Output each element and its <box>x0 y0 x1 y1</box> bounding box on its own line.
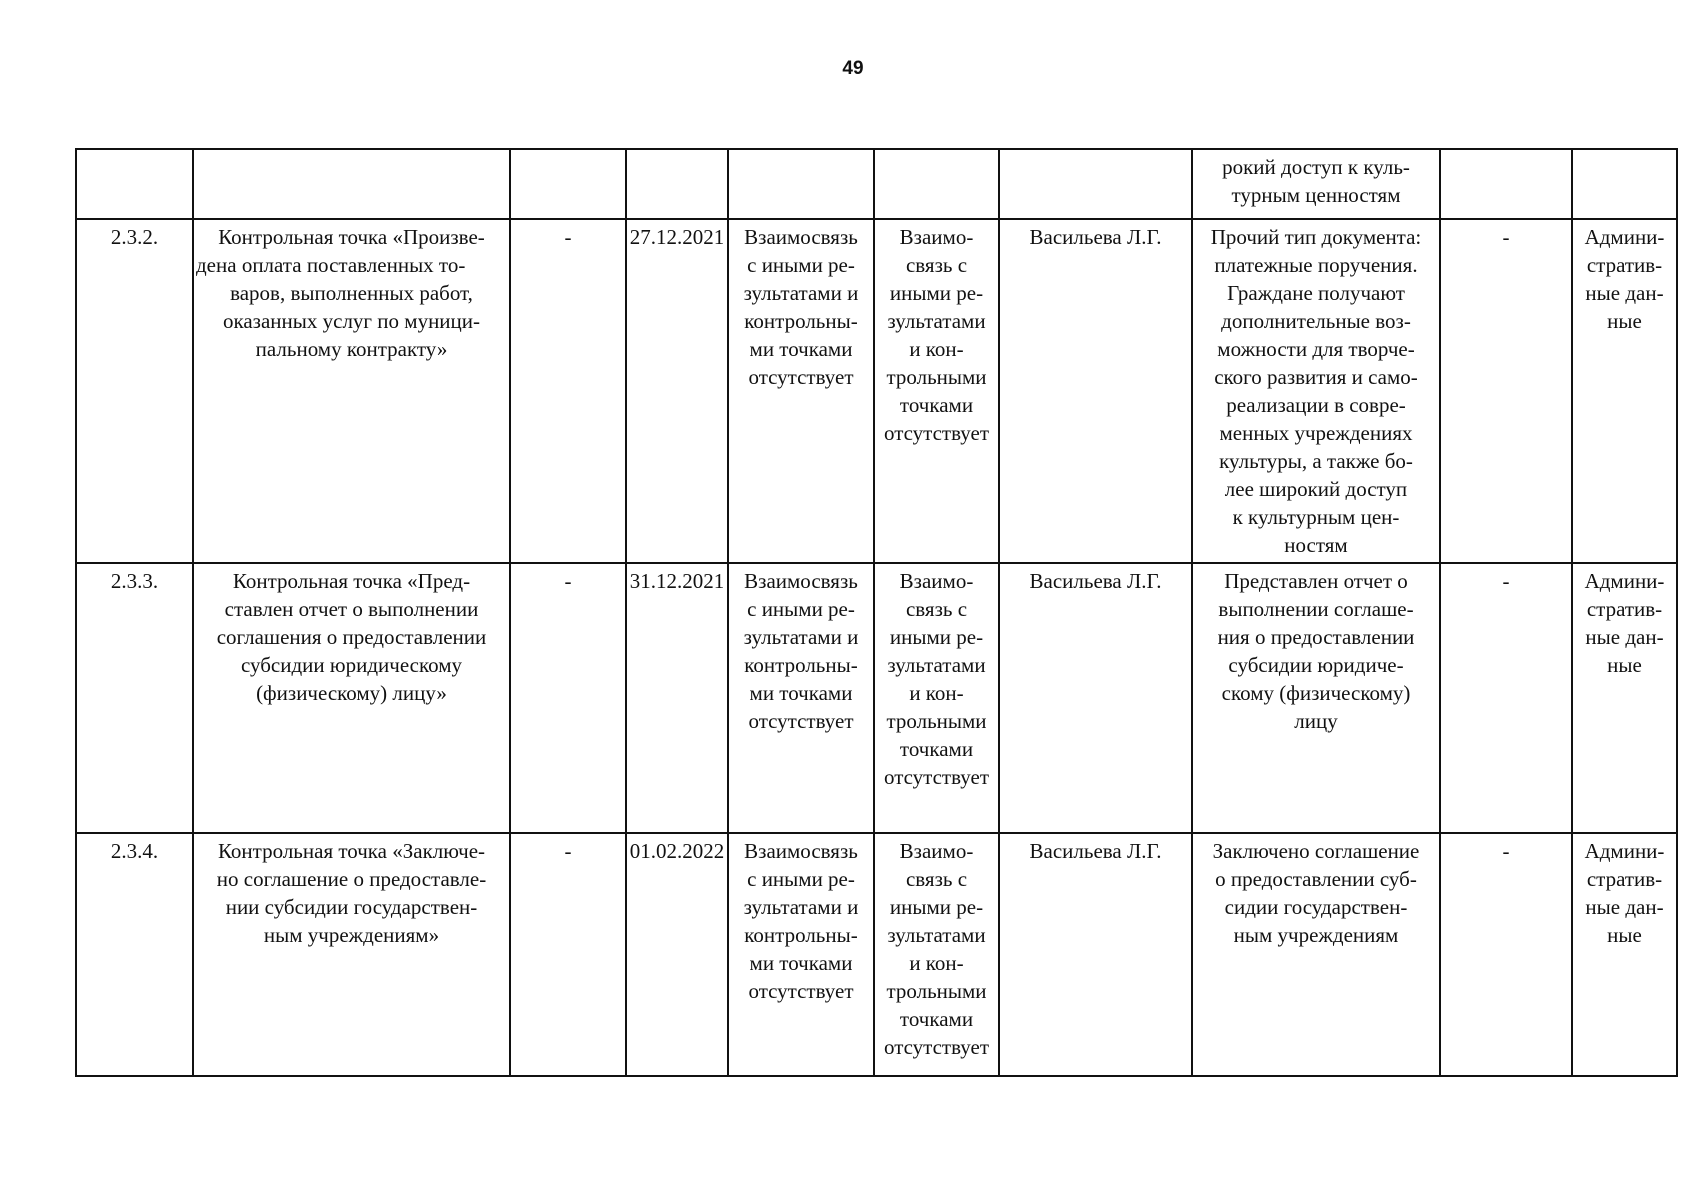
text-line: выполнении соглаше- <box>1218 597 1414 621</box>
cell-prev-link <box>728 219 874 563</box>
text-line: Взаимосвязь <box>744 225 858 249</box>
text-line: варов, выполненных работ, <box>230 281 473 305</box>
text-line: контрольны- <box>744 309 858 333</box>
text-line: отсутствует <box>883 421 990 445</box>
text-line: точками <box>899 737 974 761</box>
cell-responsible: Васильева Л.Г. <box>999 833 1192 1076</box>
cell-number <box>76 149 193 219</box>
cell-source <box>1572 149 1677 219</box>
text-line: рокий доступ к куль- <box>1222 155 1410 179</box>
text-line: Контрольная точка «Заключе- <box>217 839 486 863</box>
text-line: но соглашение о предоставле- <box>216 867 487 891</box>
cell-source <box>1572 563 1677 833</box>
cell-next-link <box>874 219 999 563</box>
text-line: трольными <box>886 979 987 1003</box>
text-line: зультатами <box>887 923 986 947</box>
cell-result <box>1192 149 1440 219</box>
cell-flag <box>1440 149 1572 219</box>
text-line: зультатами и <box>743 625 859 649</box>
text-line: ные дан- <box>1585 895 1664 919</box>
cell-result <box>1192 563 1440 833</box>
text-line: Заключено соглашение <box>1212 839 1420 863</box>
cell-source <box>1572 833 1677 1076</box>
text-line: Прочий тип документа: <box>1210 225 1422 249</box>
text-line: ского развития и само- <box>1214 365 1418 389</box>
text-line: ные дан- <box>1585 281 1664 305</box>
cell-start <box>510 149 626 219</box>
text-line: ставлен отчет о выполнении <box>224 597 479 621</box>
text-line: ми точками <box>749 337 853 361</box>
cell-name <box>193 563 510 833</box>
text-line: точками <box>899 1007 974 1031</box>
text-line: ные дан- <box>1585 625 1664 649</box>
text-line: (физическому) лицу» <box>256 681 447 705</box>
text-line: ния о предоставлении <box>1217 625 1415 649</box>
cell-source <box>1572 219 1677 563</box>
text-line: Граждане получают <box>1227 281 1405 305</box>
text-line: Контрольная точка «Пред- <box>232 569 471 593</box>
cell-responsible: Васильева Л.Г. <box>999 563 1192 833</box>
text-line: точками <box>899 393 974 417</box>
text-line: культуры, а также бо- <box>1219 449 1413 473</box>
text-line: Админи- <box>1584 569 1665 593</box>
text-line: дополнительные воз- <box>1221 309 1411 333</box>
text-line: пальному контракту» <box>255 337 448 361</box>
text-line: связь с <box>905 597 968 621</box>
cell-end: 27.12.2021 <box>626 219 728 563</box>
text-line: ми точками <box>749 951 853 975</box>
text-line: ные <box>1607 653 1642 677</box>
text-line: ные <box>1607 923 1642 947</box>
text-line: с иными ре- <box>747 867 855 891</box>
text-line: стратив- <box>1586 253 1663 277</box>
text-line: зультатами <box>887 653 986 677</box>
text-line: менных учреждениях <box>1219 421 1413 445</box>
continuation-row <box>76 149 1677 219</box>
cell-number: 2.3.4. <box>76 833 193 1076</box>
text-line: оказанных услуг по муници- <box>222 309 481 333</box>
cell-start: - <box>510 219 626 563</box>
text-line: и кон- <box>909 681 964 705</box>
text-line: с иными ре- <box>747 253 855 277</box>
cell-responsible <box>999 149 1192 219</box>
page-number: 49 <box>842 58 864 79</box>
text-line: платежные поручения. <box>1214 253 1418 277</box>
cell-name <box>193 149 510 219</box>
text-line: стратив- <box>1586 867 1663 891</box>
text-line: субсидии юридиче- <box>1228 653 1404 677</box>
cell-flag: - <box>1440 219 1572 563</box>
table-row <box>76 219 1677 563</box>
text-line: дена оплата поставленных то- <box>196 253 466 277</box>
text-line: отсутствует <box>748 365 854 389</box>
cell-next-link <box>874 563 999 833</box>
cell-prev-link <box>728 149 874 219</box>
text-line: сидии государствен- <box>1224 895 1408 919</box>
text-line: турным ценностям <box>1231 183 1401 207</box>
text-line: с иными ре- <box>747 597 855 621</box>
text-line: связь с <box>905 867 968 891</box>
text-line: лицу <box>1294 709 1338 733</box>
text-line: ным учреждениям <box>1233 923 1399 947</box>
text-line: иными ре- <box>889 281 984 305</box>
text-line: о предоставлении суб- <box>1215 867 1417 891</box>
text-line: нии субсидии государствен- <box>225 895 478 919</box>
cell-next-link <box>874 149 999 219</box>
text-line: Взаимосвязь <box>744 569 858 593</box>
text-line: отсутствует <box>748 709 854 733</box>
text-line: стратив- <box>1586 597 1663 621</box>
text-line: ностям <box>1284 533 1348 557</box>
text-line: реализации в совре- <box>1226 393 1406 417</box>
cell-start: - <box>510 563 626 833</box>
control-points-table <box>75 148 1678 1077</box>
text-line: контрольны- <box>744 653 858 677</box>
text-line: отсутствует <box>883 1035 990 1059</box>
text-line: можности для творче- <box>1217 337 1415 361</box>
text-line: Взаимо- <box>899 569 974 593</box>
cell-result <box>1192 219 1440 563</box>
text-line: к культурным цен- <box>1232 505 1400 529</box>
text-line: связь с <box>905 253 968 277</box>
table-row <box>76 833 1677 1076</box>
text-line: Взаимо- <box>899 225 974 249</box>
text-line: лее широкий доступ <box>1224 477 1408 501</box>
cell-prev-link <box>728 833 874 1076</box>
cell-name <box>193 833 510 1076</box>
text-line: Админи- <box>1584 225 1665 249</box>
cell-number: 2.3.2. <box>76 219 193 563</box>
text-line: трольными <box>886 365 987 389</box>
cell-end: 01.02.2022 <box>626 833 728 1076</box>
cell-start: - <box>510 833 626 1076</box>
cell-flag: - <box>1440 563 1572 833</box>
text-line: ным учреждениям» <box>263 923 440 947</box>
text-line: трольными <box>886 709 987 733</box>
text-line: соглашения о предоставлении <box>216 625 487 649</box>
cell-name <box>193 219 510 563</box>
table-row <box>76 563 1677 833</box>
text-line: Представлен отчет о <box>1224 569 1408 593</box>
cell-responsible: Васильева Л.Г. <box>999 219 1192 563</box>
text-line: ми точками <box>749 681 853 705</box>
cell-end: 31.12.2021 <box>626 563 728 833</box>
text-line: Взаимо- <box>899 839 974 863</box>
cell-end <box>626 149 728 219</box>
text-line: зультатами и <box>743 895 859 919</box>
text-line: зультатами и <box>743 281 859 305</box>
text-line: иными ре- <box>889 895 984 919</box>
text-line: зультатами <box>887 309 986 333</box>
cell-flag: - <box>1440 833 1572 1076</box>
cell-prev-link <box>728 563 874 833</box>
cell-next-link <box>874 833 999 1076</box>
text-line: и кон- <box>909 337 964 361</box>
text-line: и кон- <box>909 951 964 975</box>
cell-number: 2.3.3. <box>76 563 193 833</box>
text-line: иными ре- <box>889 625 984 649</box>
text-line: Админи- <box>1584 839 1665 863</box>
text-line: отсутствует <box>883 765 990 789</box>
cell-result <box>1192 833 1440 1076</box>
text-line: скому (физическому) <box>1221 681 1411 705</box>
text-line: субсидии юридическому <box>240 653 463 677</box>
text-line: Контрольная точка «Произве- <box>218 225 485 249</box>
text-line: Взаимосвязь <box>744 839 858 863</box>
text-line: ные <box>1607 309 1642 333</box>
text-line: контрольны- <box>744 923 858 947</box>
text-line: отсутствует <box>748 979 854 1003</box>
